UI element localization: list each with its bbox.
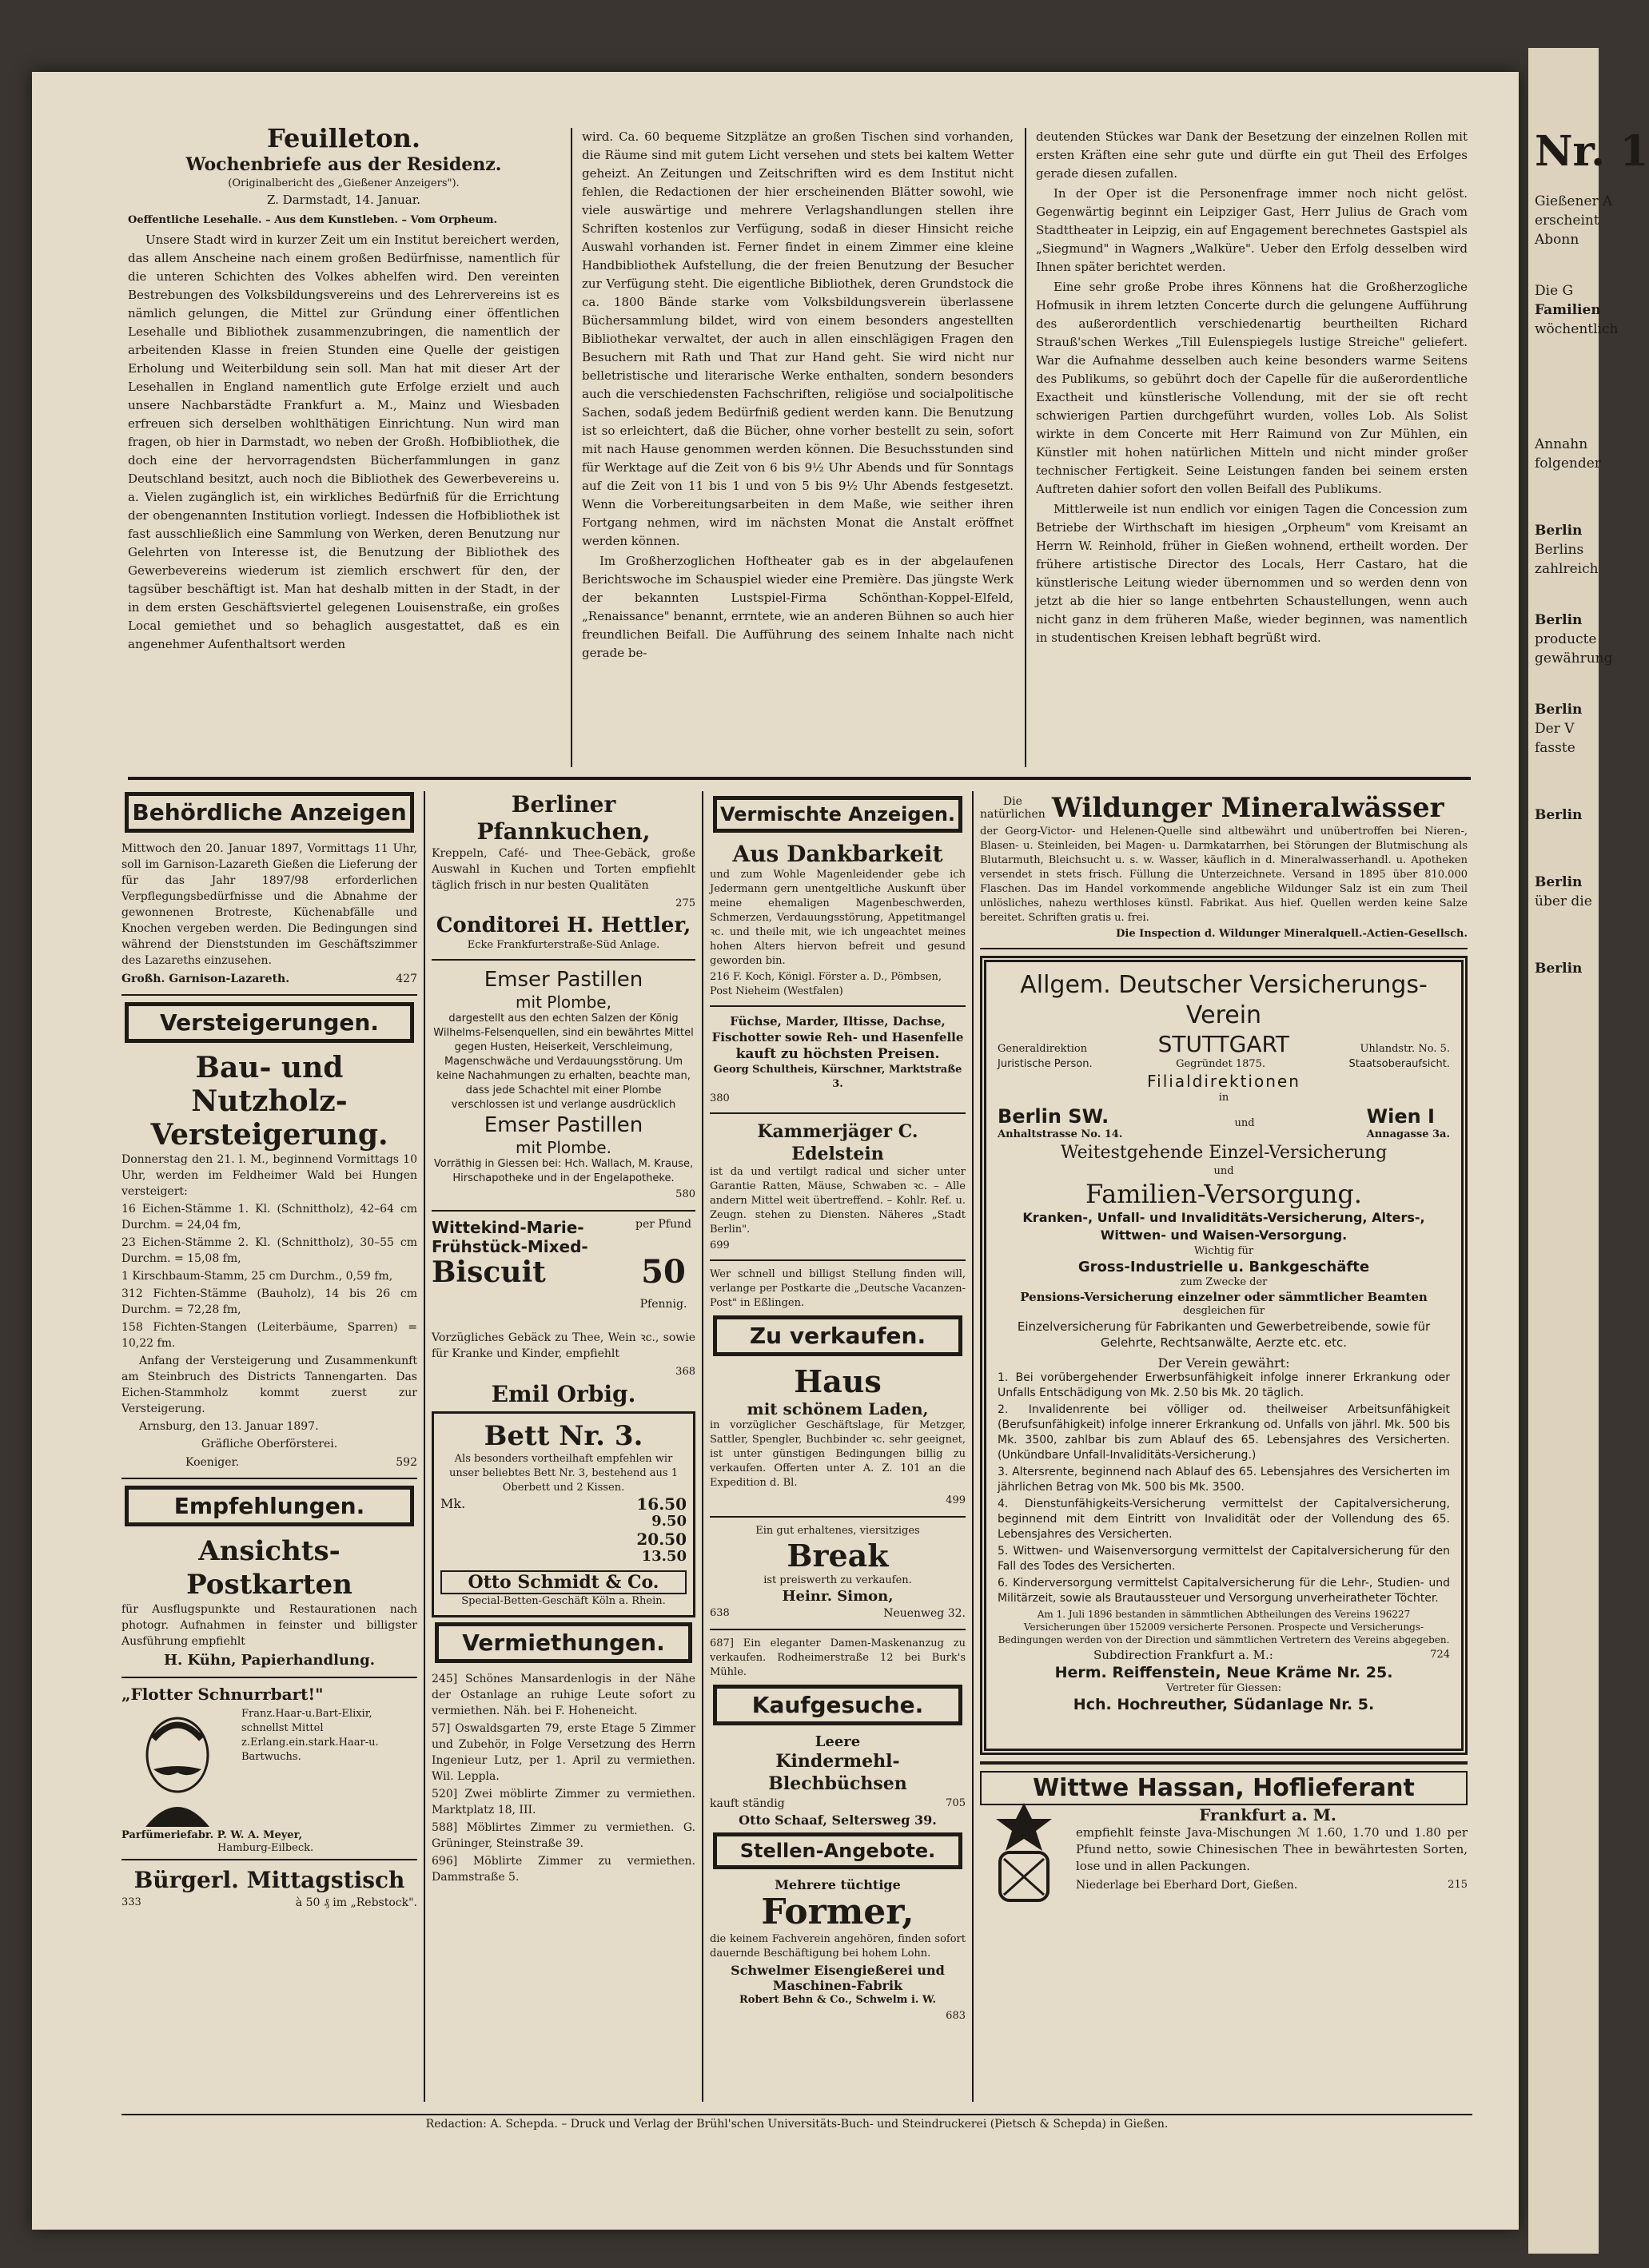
pfannkuchen-title: Berliner Pfannkuchen, [476,791,651,845]
feuilleton-text-2: wird. Ca. 60 bequeme Sitzplätze an großen Tischen sind vorhanden, die Räume sind mit gutem Licht versehen und stets bei kaltem Wetter geheizt. An Zeitungen und Zeitschriften wird es dem Institut nicht fehlen, die Redactionen der hier erscheinenden Blätter sowohl, wie viele auswärtige und mehrere Verlagshandlungen stellen ihre Schriften kostenlos zur Verfügung, sodaß in dieser Hinsicht reiche Auswahl vorhanden ist. Ferner findet in einem Zimmer eine kleine Handbibliothek Aufstellung, die der freien Benutzung der Besucher zur Verfügung steht. Die eigentliche Bibliothek, deren Grundstock die ca. 1800 Bände starke vom Volksbildungsverein überlassene Büchersammlung bildet, wird von einem besonders angestellten Bibliothekar verwaltet, der auch in allen einschlägigen Fragen den Besuchern mit Rath und That zur Hand geht. Sie wird nicht nur belletristische und literarische Werke enthalten, sondern besonders auch die verschiedensten Fachschriften, religiöse und socialpolitische Sachen, sodaß jedem Bedürfniß gedient werden kann. Die Benutzung ist so erleichtert, daß die Bücher, ohne vorher bestellt zu sein, sofort mit nach Hause genommen werden können. Die Besuchsstunden sind für Werktage auf die Zeit von 6 bis 9½ Uhr Abends und für Sonntags auf die Zeit von 11 bis 1 und von 5 bis 9½ Uhr Abends festgesetzt. Wenn die Vorbereitungsarbeiten in dem Maße, wie seither ihren Fortgang nehmen, wird im nächsten Monat die Anstalt eröffnet werden können. [582,129,1014,548]
biscuit-per: per Pfund [635,1218,691,1231]
versicherung-wien-block [1367,1105,1450,1142]
postcards-text: für Ausflugspunkte und Restaurationen nach photogr. Aufnahmen in feinster und billigster Ausführung empfiehlt [121,1603,417,1648]
bett-price-4: 13.50 [641,1548,687,1565]
versicherung-ad [980,956,1468,1755]
bett-text: Als besonders vortheilhaft empfehlen wir unser beliebtes Bett Nr. 3, bestehend aus 1 Oberbett und 2 Kissen. [448,1453,678,1494]
versicherung-gd: Generaldirektion [998,1043,1088,1055]
postcards-sign: H. Kühn, Papierhandlung. [164,1652,375,1669]
footer-rule [121,2114,1472,2115]
feuilleton-col-2 [582,128,1014,767]
strip-line: Berlin [1535,807,1583,823]
official-notice-footer [121,970,417,988]
ad-divider [710,1259,966,1261]
versicherung-berlin-addr: Anhaltstrasse No. 14. [998,1128,1123,1140]
pfannkuchen-num: 275 [675,897,695,909]
versicherung-stat: Am 1. Juli 1896 bestanden in sämmtlichen Abtheilungen des Vereins 196227 Versicherungen über 152009 versicherte Personen. Prospecte und Versicherungs-Bedingungen werden von der Direction und sämmtlichen Vertretern des Vereins abgegeben. [998,1609,1450,1645]
ad-divider [432,1210,695,1212]
furs-text: kauft zu höchsten Preisen. [735,1046,940,1062]
strip-line: Familien [1535,302,1601,318]
strip-line: Annahn [1535,436,1588,452]
rental-item: 588] Möblirtes Zimmer zu vermiethen. G. Grüninger, Steinstraße 39. [432,1821,695,1850]
rental-item: 57] Oswaldsgarten 79, erste Etage 5 Zimmer und Zubehör, in Folge Versetzung des Herrn Ingenieur Lutz, per 1. April zu vermiethen. Wil. Leppla. [432,1722,695,1783]
bett-ad [432,1411,695,1617]
feuilleton-bottom-rule [128,777,1471,780]
ads-column-4 [980,791,1468,2110]
versicherung-item: 1. Bei vorübergehender Erwerbsunfähigkeit infolge innerer Erkrankung oder Unfalls Entschädigung von Mk. 2.50 bis Mk. 20 täglich. [998,1371,1450,1399]
biscuit-sign: Emil Orbig. [491,1381,636,1407]
versicherung-legal-row [998,1057,1450,1072]
feuilleton-text-3d: Mittlerweile ist nun endlich vor einigen Tagen die Concession zum Betriebe der Wirthschaft im hiesigen „Orpheum" vom Kreisamt an Herrn W. Reinhold, früher in Gießen wohnend, ertheilt worden. Der frühere artistische Director des Locals, Herr Castaro, hat die künstlerische Leitung wieder übernommen und so werden denn von jetzt ab die hier so lange entbehrten Schaustellungen, wenn auch nicht ganz in dem früheren Maße, wieder beginnen, was namentlich in studentischen Kreisen lebhaft begrüßt wird. [1036,502,1468,645]
kindermehl-sign: Otto Schaaf, Seltersweg 39. [739,1812,937,1828]
ad-divider [710,1629,966,1630]
ad-divider [710,1516,966,1518]
wildunger-die: Die [1002,795,1022,808]
wildunger-text: der Georg-Victor- und Helenen-Quelle sind altbewährt und unübertroffen bei Nieren-, Blasen- u. Steinleiden, bei Magen- u. Darmkatarrhen, bei Störungen der Blutmischung als Blutarmuth, Bleichsucht u. s. w. Wasser, käuflich in d. Mineralwasserhandl. u. Apotheken versendet in stets frisch. Füllung die Unterzeichnete. Versand in 1895 über 810.000 Flaschen. Das im Handel vorkommende angebliche Wildunger Salz ist ein zum Theil unlösliches, nahezu werthloses künstl. Fabrikat. Aus hief. Quellen werden keine Salze bereitet. Schriften gratis u. frei. [980,826,1468,924]
auction-lot: 23 Eichen-Stämme 2. Kl. (Schnittholz), 30–55 cm Durchm. = 15,08 fm, [121,1236,417,1265]
bett-price-2: 9.50 [651,1513,687,1530]
hassan-city: Frankfurt a. M. [1199,1805,1336,1824]
column-divider [972,791,974,2102]
versicherung-und2: und [1213,1165,1234,1177]
emser-title-2: Emser Pastillen [484,1113,643,1137]
versicherung-kranken: Kranken-, Unfall- und Invaliditäts-Versicherung, Alters-, Wittwen- und Waisen-Versorgung. [1022,1210,1425,1243]
versicherung-gewaert: Der Verein gewährt: [1157,1355,1290,1371]
former-num-row [710,2007,966,2025]
feuilleton-dateline: Z. Darmstadt, 14. Januar. [266,193,421,207]
strip-line: fasste [1535,740,1575,756]
strip-line: Berlins [1535,542,1584,558]
bett-price-row [440,1548,687,1566]
break-text: ist preiswerth zu verkaufen. [763,1574,912,1586]
former-intro: Mehrere tüchtige [775,1877,901,1892]
emser-num-row [432,1186,695,1204]
auction-lot: 312 Fichten-Stämme (Bauholz), 14 bis 26 cm Durchm. = 72,28 fm, [121,1287,417,1316]
feuilleton-topics: Oeffentliche Lesehalle. – Aus dem Kunstleben. – Vom Orpheum. [128,214,498,226]
strip-issue-number: Nr. 1 [1535,127,1649,176]
hassan-footer [1076,1876,1468,1894]
versicherung-item: 5. Wittwen- und Waisenversorgung vermittelst der Capitalversicherung für den Fall des Todes des Versicherten. [998,1545,1450,1573]
versicherung-items [998,1371,1450,1606]
break-intro: Ein gut erhaltenes, viersitziges [755,1525,920,1537]
versicherung-founded: Gegründet 1875. [1176,1058,1266,1070]
strip-line: über die [1535,893,1592,909]
dank-title: Aus Dankbarkeit [732,841,943,867]
bett-price-1: 16.50 [636,1494,687,1514]
versicherung-desgl: desgleichen für [1182,1305,1265,1317]
break-sign: Heinr. Simon, [782,1588,894,1605]
rental-item: 696] Möblirte Zimmer zu vermiethen. Dammstraße 5. [432,1855,695,1884]
auction-sign: Koeniger. [185,1456,240,1469]
wildunger-header [980,791,1468,825]
strip-line: wöchentlich [1535,321,1619,337]
break-addr: Neuenweg 32. [883,1607,966,1620]
versicherung-filial: Filialdirektionen [1147,1072,1300,1091]
schnurrbart-ad [121,1685,417,1852]
strip-line: folgender [1535,456,1601,472]
strip-line: Der V [1535,721,1575,737]
column-divider [1025,128,1026,767]
auction-lots [121,1201,417,1351]
auction-footer [121,1454,417,1471]
official-notice-sign: Großh. Garnison-Lazareth. [121,973,290,985]
strip-line: Die G [1535,283,1574,299]
versicherung-item: 6. Kinderversorgung vermittelst Capitalversicherung für die Lehr-, Studien- und Militärzeit, sowie als Brautaussteuer und Versorgung unverheiratheter Töchter. [998,1577,1450,1605]
rental-item: 245] Schönes Mansardenlogis in der Nähe der Ostanlage an ruhige Leute sofort zu vermiethen. Näh. bei F. Hoheneicht. [432,1673,695,1717]
strip-line: Abonn [1535,232,1579,248]
versicherung-hch: Hch. Hochreuther, Südanlage Nr. 5. [1073,1696,1375,1713]
versicherung-item: 4. Dienstunfähigkeits-Versicherung vermittelst der Capitalversicherung, beginnend mit dem Eintritt von Invalidität oder der Vollendung des 65. Lebensjahres des Versicherten. [998,1498,1450,1541]
furs-sign: Georg Schultheis, Kürschner, Marktstraße 3. [713,1064,962,1090]
auction-office: Gräfliche Oberförsterei. [201,1438,338,1450]
wildunger-title: Wildunger Mineralwässer [1051,792,1444,824]
lunch-num: 333 [121,1896,141,1908]
biscuit-title: Biscuit [432,1255,546,1289]
kammerjaeger-title: Kammerjäger C. Edelstein [757,1121,918,1164]
biscuit-num: 368 [675,1366,695,1378]
schnurrbart-title: „Flotter Schnurrbart!" [121,1685,324,1704]
haus-num: 499 [946,1494,966,1506]
pfannkuchen-addr: Ecke Frankfurterstraße-Süd Anlage. [467,939,660,951]
emser-num: 580 [675,1188,695,1200]
ads-column-3 [710,791,966,2110]
strip-line: Gießener A [1535,193,1613,209]
ads-column-1 [121,787,417,2114]
lunch-footer [121,1894,417,1912]
haus-num-row [710,1492,966,1510]
ad-divider [710,1005,966,1007]
bett-price-3: 20.50 [636,1530,687,1549]
section-header-official: Behördliche Anzeigen [125,792,414,833]
kammerjaeger-text: ist da und vertilgt radical und sicher unter Garantie Ratten, Mäuse, Schwaben ꝛc. – Alle andern Mittel weit übertreffend. – Kohlr. Ref. u. Zeugn. stehen zu Diensten. Näheres „Stadt Berlin". [710,1166,966,1235]
versicherung-hq-row [998,1031,1450,1057]
feuilleton-text-1: Unsere Stadt wird in kurzer Zeit um ein Institut bereichert werden, das allem Anscheine nach einem großen Bedürfnisse, namentlich für die unteren Schichten des Volkes abhelfen wird. Den vereinten Bestrebungen des Volksbildungsvereins und des Lehrervereins ist es nämlich gelungen, die Mittel zur Gründung einer öffentlichen Lesehalle und Bibliothek zusammenzubringen, die namentlich der arbeitenden Klasse in freien Stunden eine Quelle der geistigen Erholung und Weiterbildung sein soll. Man hat mit dieser Art der Lesehallen in England namentlich gute Erfolge erzielt und auch unsere Nachbarstädte Frankfurt a. M., Mainz und Wiesbaden erfreuen sich derselben wohlthätigen Einrichtung. Nun wird man fragen, ob hier in Darmstadt, wo neben der Großh. Hofbibliothek, die doch eine der hervorragendsten Bücherfammlungen in ganz Deutschland besitzt, auch noch die Bibliothek des Gewerbevereins u. a. Vielen zugänglich ist, ein wirkliches Bedürfniß für die Errichtung der obengenannten Institution vorliegt. Indessen die Hofbibliothek ist fast ausschließlich eine Sammlung von Werken, deren Benutzung nur Gelehrten von Interesse ist, die Benutzung der Bibliothek des Gewerbevereins wiederum ist ziemlich erschwert für den, der tagsüber beschäftigt ist. Man hat deshalb mitten in der Stadt, in der in dem ersten Geschäftsviertel gelegenen Louisenstraße, ein großes Local gemiethet und so behaglich ausgestattet, daß es ein angenehmer Aufenthaltsort werden [128,233,560,651]
feuilleton-title: Feuilleton. [267,123,420,153]
biscuit-text: Vorzügliches Gebäck zu Thee, Wein ꝛc., sowie für Kranke und Kinder, empfiehlt [432,1331,695,1360]
coat-of-arms-icon [980,1795,1068,1915]
ads-column-2 [432,791,695,2110]
wildunger-nat: natürlichen [980,808,1046,821]
hassan-num: 215 [1448,1879,1468,1891]
haus-sub: mit schönem Laden, [747,1399,929,1418]
section-header-wanted: Kaufgesuche. [713,1685,962,1725]
hassan-ad [980,1771,1468,1931]
auction-intro: Donnerstag den 21. l. M., beginnend Vormittags 10 Uhr, werden im Feldheimer Wald bei Hungen versteigert: [121,1153,417,1198]
pfannkuchen-name: Conditorei H. Hettler, [436,913,691,937]
auction-title: Bau- und Nutzholz-Versteigerung. [150,1051,388,1152]
pfannkuchen-num-row [432,895,695,913]
break-title: Break [787,1538,889,1574]
emser-text: dargestellt aus den echten Salzen der König Wilhelms-Felsenquellen, sind ein bewährtes Mittel gegen Husten, Heiserkeit, Verschleimung, Magenschwäche und Verdauungsstörung. Um keine Nachahmungen zu erhalten, beachte man, dass jede Schachtel mit einer Plombe verschlossen ist und verlange ausdrücklich [433,1013,694,1111]
bett-price-row [440,1513,687,1530]
furs-title: Füchse, Marder, Iltisse, Dachse, Fischotter sowie Reh- und Hasenfelle [711,1014,964,1044]
versicherung-staat: Staatsoberaufsicht. [1348,1058,1450,1070]
ad-divider [121,994,417,996]
wildunger-prefix [980,795,1046,821]
versicherung-zweck: zum Zwecke der [1180,1276,1268,1288]
bett-title: Bett Nr. 3. [484,1420,643,1452]
feuilleton-origin: (Originalbericht des „Gießener Anzeigers"). [228,177,460,189]
kammerjaeger-num: 699 [710,1239,730,1251]
strip-line: zahlreich [1535,561,1599,577]
kindermehl-text: kauft ständig [710,1797,785,1810]
kindermehl-num: 705 [946,1797,966,1809]
imprint-footer: Redaction: A. Schepda. – Druck und Verlag der Brühl'schen Universitäts-Buch- und Steindruckerei (Pietsch & Schepda) in Gießen. [425,2118,1169,2131]
section-header-jobs: Stellen-Angebote. [713,1832,962,1869]
strip-line: erscheint [1535,213,1599,229]
versicherung-sub: Subdirection Frankfurt a. M.: [1093,1648,1273,1662]
wildunger-ad [980,791,1468,941]
section-header-auctions: Versteigerungen. [125,1002,414,1043]
versicherung-num: 724 [1430,1649,1450,1661]
versicherung-wien: Wien I [1366,1105,1435,1128]
feuilleton-text-3c: Eine sehr große Probe ihres Könnens hat die Großherzogliche Hofmusik in ihrem letzten Concerte durch die gelungene Aufführung des außerordentlich verschiedenartig beurtheilten Richard Strauß'schen Werkes „Till Eulenspiegels lustige Streiche" geliefert. War die Aufnahme desselben auch keine besonders warme Seitens des Publikums, so gebührt doch der Capelle für die außerordentliche Exactheit und künstlerische Vollendung, mit der sie oft recht schwierigen Partien durchgeführt wurden, volles Lob. Als Solist wirkte in dem Concerte mit Herr Raimund von Zur Mühlen, ein Künstler mit hohen natürlichen Mitteln und nicht minder großer technischer Fertigkeit. Seine Leistungen fanden bei seinem ersten Auftreten dahier sofort den vollen Beifall des Publikums. [1036,280,1468,496]
section-header-recommendations: Empfehlungen. [125,1486,414,1526]
biscuit-num-row [432,1363,695,1381]
bett-price-row [440,1495,687,1513]
feuilleton-text-3b: In der Oper ist die Personenfrage immer noch nicht gelöst. Gegenwärtig beginnt ein Leipziger Gast, Herr Julius de Grach vom Stadttheater in Leipzig, ein auf Engagement berechnetes Gastspiel als „Siegmund" in Wagners „Walküre". Ueber den Erfolg desselben wird Ihnen später berichtet werden. [1036,186,1468,274]
former-text: die keinem Fachverein angehören, finden sofort dauernde Beschäftigung bei hohem Lohn. [710,1933,966,1960]
ad-divider [121,1478,417,1479]
bett-price-row [440,1530,687,1548]
former-sign: Robert Behn & Co., Schwelm i. W. [739,1994,937,2006]
rental-item: 520] Zwei möblirte Zimmer zu vermiethen. Marktplatz 18, III. [432,1788,695,1816]
dank-sign: 216 F. Koch, Königl. Förster a. D., Pömbsen, Post Nieheim (Westfalen) [710,971,942,997]
strip-line: Berlin [1535,612,1583,628]
ad-divider [121,1859,417,1860]
haus-text: in vorzüglicher Geschäftslage, für Metzger, Sattler, Spengler, Buchbinder ꝛc. sehr geeignet, ist unter günstigen Bedingungen billig zu verkaufen. Offerten unter A. Z. 101 an die Expedition d. Bl. [710,1419,966,1489]
schnurrbart-text: Franz.Haar-u.Bart-Elixir, schnellst Mittel z.Erlang.ein.stark.Haar-u. Bartwuchs. [241,1708,379,1763]
versicherung-line1: Weitestgehende Einzel-Versicherung [1060,1143,1388,1163]
auction-lot: 16 Eichen-Stämme 1. Kl. (Schnittholz), 42–64 cm Durchm. = 24,04 fm, [121,1203,417,1231]
auction-lot: 1 Kirschbaum-Stamm, 25 cm Durchm., 0,59 fm, [121,1270,393,1283]
feuilleton-text-3: deutenden Stückes war Dank der Besetzung der einzelnen Rollen mit ersten Kräften eine sehr gute und dürfte ein gut Theil des Erfolges gerade diesen zufallen. [1036,129,1468,181]
strip-line: Berlin [1535,961,1583,977]
former-title: Former, [761,1892,914,1932]
auction-lot: 158 Fichten-Stangen (Leiterbäume, Sparren) = 10,22 fm. [121,1321,417,1350]
haus-title: Haus [794,1363,882,1399]
auction-num: 592 [396,1456,417,1469]
versicherung-pension: Pensions-Versicherung einzelner oder sämmtlicher Beamten [1020,1290,1428,1304]
man-portrait-icon [121,1707,233,1827]
versicherung-city: STUTTGART [1157,1031,1290,1057]
masken-text: 687] Ein eleganter Damen-Maskenanzug zu verkaufen. Rodheimerstraße 12 bei Burk's Mühle. [710,1637,966,1678]
newspaper-page [32,72,1519,2230]
ad-divider [980,1761,1468,1765]
schnurrbart-city: Hamburg-Eilbeck. [217,1842,314,1854]
break-footer [710,1605,966,1622]
kindermehl-row [710,1795,966,1812]
lunch-title: Bürgerl. Mittagstisch [133,1867,405,1893]
dank-text: und zum Wohle Magenleidender gebe ich Jedermann gern unentgeltliche Auskunft über meine ehemaligen Magenbeschwerden, Schmerzen, Verdauungsstörung, Appetitmangel ꝛc. und theile mit, wie ich ungeachtet meines hohen Alters hiervon befreit und gesund geworden bin. [710,869,966,967]
strip-line: Berlin [1535,874,1583,890]
versicherung-item: 2. Invalidenrente bei völliger od. theilweiser Arbeitsunfähigkeit (Berufsunfähigkeit) infolge innerer Erkrankung od. Unfalls von jährl. Mk. 500 bis Mk. 3500, zahlbar bis zum Ablauf des 65. Lebensjahres des Versicherten. (Unkündbare Unfall-Invaliditäts-Versicherung.) [998,1403,1450,1462]
pfannkuchen-text: Kreppeln, Café- und Thee-Gebäck, große Auswahl in Kuchen und Torten empfiehlt täglich frisch in nur besten Qualitäten [432,847,695,892]
biscuit-unit: Pfennig. [639,1298,687,1311]
versicherung-familien: Familien-Versorgung. [1085,1179,1362,1209]
postcards-title: Ansichts-Postkarten [186,1535,353,1601]
versicherung-item: 3. Altersrente, beginnend nach Ablauf des 65. Lebensjahres des Versicherten im jährlichen Betrag von Mk. 500 bis Mk. 3500. [998,1466,1450,1494]
feuilleton-col-3 [1036,128,1468,767]
adjacent-page-strip [1528,48,1649,2254]
versicherung-in: in [1218,1092,1229,1104]
versicherung-title: Allgem. Deutscher Versicherungs-Verein [1020,971,1428,1029]
former-company: Schwelmer Eisengießerei und Maschinen-Fabrik [731,1963,945,1993]
bett-price-label: Mk. [440,1496,466,1511]
versicherung-addr: Uhlandstr. No. 5. [1360,1043,1450,1055]
section-header-misc: Vermischte Anzeigen. [713,796,962,833]
versicherung-berlin: Berlin SW. [998,1105,1109,1128]
official-notice-num: 427 [396,973,417,985]
feuilleton-headline: Wochenbriefe aus der Residenz. [185,154,502,175]
ad-divider [432,959,695,961]
column-divider [571,128,572,767]
schnurrbart-sign: Parfümeriefabr. P. W. A. Meyer, [121,1829,302,1841]
emser-title: Emser Pastillen [484,968,643,992]
furs-num: 380 [710,1092,730,1104]
wildunger-sign: Die Inspection d. Wildunger Mineralquell.-Actien-Gesellsch. [1116,928,1468,940]
hassan-sign: Niederlage bei Eberhard Dort, Gießen. [1076,1879,1298,1892]
emser-sub-2: mit Plombe. [516,1138,611,1157]
versicherung-berlin-block [998,1105,1122,1142]
stelle-text: Wer schnell und billigst Stellung finden will, verlange per Postkarte die „Deutsche Vacanzen-Post" in Eßlingen. [710,1268,966,1309]
versicherung-einzel: Einzelversicherung für Fabrikanten und Gewerbetreibende, sowie für Gelehrte, Rechtsanwälte, Aerzte etc. etc. [1017,1319,1431,1350]
feuilleton-text-2b: Im Großherzoglichen Hoftheater gab es in der abgelaufenen Berichtswoche im Schauspiel wieder eine Première. Das jüngste Werk der bekannten Lustspiel-Firma Schönthan-Koppel-Elfeld, „Renaissance" benannt, errntete, wie an anderen Bühnen so auch hier freundlichen Beifall. Die Aufführung des seinem Inhalte nach nicht gerade be- [582,554,1014,660]
versicherung-herm: Herm. Reiffenstein, Neue Kräme Nr. 25. [1054,1664,1393,1681]
official-notice: Mittwoch den 20. Januar 1897, Vormittags 11 Uhr, soll im Garnison-Lazareth Gießen die Lieferung der für das Jahr 1897/98 erforderlichen Verpflegungsbedürfnisse und die Abnahme der gewonnenen Brotreste, Küchenabfälle und Knochen vergeben werden. Die Bedingungen sind während der Dienststunden im Geschäftszimmer des Lazareths einzusehen. [121,842,417,967]
ad-divider [980,948,1468,949]
versicherung-sub-row [998,1646,1450,1664]
bett-sub: Special-Betten-Geschäft Köln a. Rhein. [461,1595,666,1607]
versicherung-branches [998,1105,1450,1142]
former-num: 683 [946,2010,966,2022]
leere-label: Leere [815,1733,861,1750]
versicherung-und: und [1234,1117,1255,1129]
strip-line: gewährung [1535,651,1613,666]
biscuit-name: Wittekind-Marie-Frühstück-Mixed- [432,1218,588,1256]
biscuit-ad [432,1218,695,1330]
hassan-title: Wittwe Hassan, Hoflieferant [980,1771,1468,1805]
biscuit-price: 50 [641,1253,686,1291]
kindermehl-title: Kindermehl-Blechbüchsen [768,1751,907,1794]
versicherung-wichtig: Wichtig für [1193,1245,1254,1257]
bett-sign: Otto Schmidt & Co. [440,1570,687,1594]
section-header-rentals: Vermiethungen. [435,1622,692,1663]
column-divider [702,791,703,2102]
strip-line: Berlin [1535,702,1583,718]
strip-line: producte [1535,631,1597,647]
auction-date: Arnsburg, den 13. Januar 1897. [139,1420,319,1433]
column-divider [424,791,425,2102]
feuilleton-col-1 [128,124,560,771]
break-num: 638 [710,1607,730,1619]
versicherung-gross: Gross-Industrielle u. Bankgeschäfte [1077,1259,1370,1275]
section-header-for-sale: Zu verkaufen. [713,1315,962,1356]
hassan-text: empfiehlt feinste Java-Mischungen ℳ 1.60, 1.70 und 1.80 per Pfund netto, sowie Chinesischen Thee in bewährtesten Sorten, lose und in allen Packungen. [1076,1825,1468,1873]
ad-divider [121,1677,417,1678]
auction-end: Anfang der Versteigerung und Zusammenkunft am Steinbruch des Districts Tannengarten. Das Eichen-Stammholz kommt zuerst zur Versteigerung. [121,1355,417,1415]
versicherung-wien-addr: Annagasse 3a. [1366,1128,1450,1140]
versicherung-jur: Juristische Person. [998,1058,1093,1070]
lunch-text: à 50 ₰ im „Rebstock". [295,1896,417,1909]
ad-divider [710,1112,966,1114]
emser-sub: mit Plombe, [516,993,611,1012]
strip-line: Berlin [1535,523,1583,539]
versicherung-vertreter: Vertreter für Giessen: [1165,1682,1282,1694]
emser-sale: Vorräthig in Giessen bei: Hch. Wallach, M. Krause, Hirschapotheke und in der Engelapotheke. [433,1158,694,1184]
